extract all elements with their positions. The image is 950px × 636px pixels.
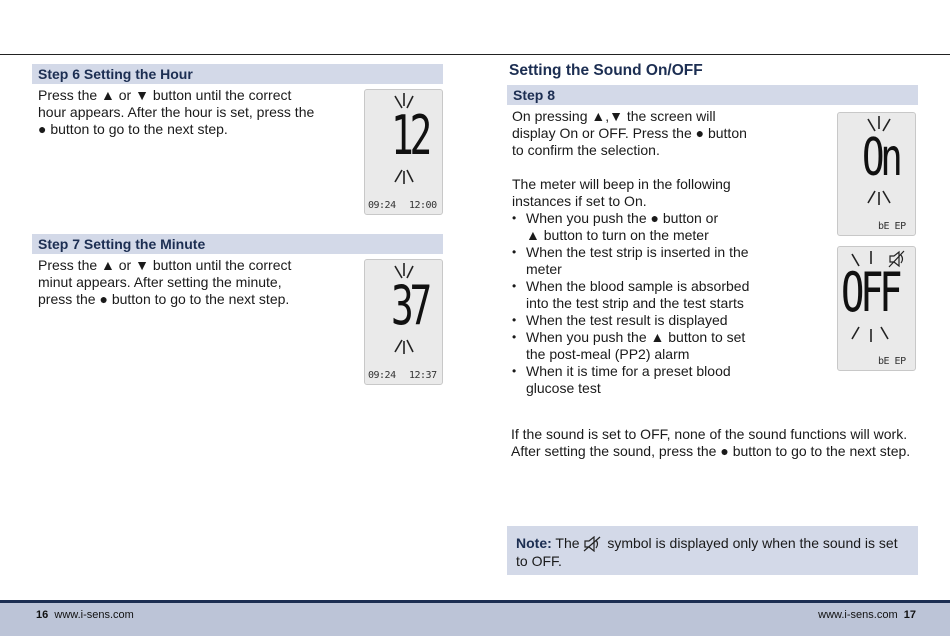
- list-item: • When it is time for a preset blood glucose test: [512, 363, 822, 397]
- step8-intro-line-3: to confirm the selection.: [512, 142, 660, 158]
- sound-off-paragraph: [511, 426, 931, 460]
- lcd-sound-on: [837, 112, 916, 236]
- step7-header: Step 7 Setting the Minute: [32, 234, 443, 254]
- step7-line-3: press the ● button to go to the next step.: [38, 291, 290, 307]
- mute-icon: [583, 536, 603, 552]
- step6-line-2: hour appears. After the hour is set, press the: [38, 104, 315, 120]
- beep-list: [512, 210, 822, 397]
- lcd-set-time: 12:00: [409, 200, 437, 211]
- page-number-right: 17: [903, 609, 916, 621]
- sound-section-title: Setting the Sound On/OFF: [509, 62, 703, 79]
- note-label: Note:: [516, 535, 552, 551]
- top-rule: [0, 54, 950, 55]
- step8-intro-line-1: On pressing ▲,▼ the screen will: [512, 108, 716, 124]
- page-number-left: 16: [36, 609, 49, 621]
- list-item: • When the blood sample is absorbed into the test strip and the test starts: [512, 278, 822, 312]
- note-text-post: symbol is displayed only when the sound is set: [603, 535, 898, 551]
- lcd-beep-label: bE EP: [878, 356, 906, 367]
- footer-url-left: www.i-sens.com: [54, 609, 134, 621]
- lcd-sound-off: [837, 246, 916, 371]
- list-item: • When you push the ● button or ▲ button to turn on the meter: [512, 210, 822, 244]
- sound-off-line-2: After setting the sound, press the ● button to go to the next step.: [511, 443, 911, 459]
- lcd-beep-label: bE EP: [878, 221, 906, 232]
- list-item: • When you push the ▲ button to set the post-meal (PP2) alarm: [512, 329, 822, 363]
- step7-text: [38, 257, 338, 308]
- beep-instances: [512, 176, 822, 397]
- footer-right: [818, 609, 916, 621]
- note-box: [507, 526, 918, 575]
- sound-off-line-1: If the sound is set to OFF, none of the sound functions will work.: [511, 426, 908, 442]
- lcd-hour-display: [364, 89, 443, 215]
- lcd-current-time: 09:24: [368, 370, 396, 381]
- beep-intro-line-1: The meter will beep in the following: [512, 176, 731, 192]
- footer-bar: [0, 600, 950, 636]
- lcd-set-time: 12:37: [409, 370, 437, 381]
- note-text-line2: to OFF.: [516, 553, 562, 570]
- lcd-current-time: 09:24: [368, 200, 396, 211]
- step6-line-3: ● button to go to the next step.: [38, 121, 228, 137]
- beep-intro-line-2: instances if set to On.: [512, 193, 647, 209]
- list-item: • When the test strip is inserted in the meter: [512, 244, 822, 278]
- step6-header: Step 6 Setting the Hour: [32, 64, 443, 84]
- step8-header: Step 8: [507, 85, 918, 105]
- lcd-minute-display: [364, 259, 443, 385]
- step6-text: [38, 87, 338, 138]
- lcd-off-value: OFF: [841, 261, 899, 324]
- step7-line-1: Press the ▲ or ▼ button until the correct: [38, 257, 292, 273]
- note-text-pre: The: [551, 535, 584, 551]
- list-item: • When the test result is displayed: [512, 312, 822, 329]
- step8-intro: [512, 108, 822, 159]
- step7-line-2: minut appears. After setting the minute,: [38, 274, 282, 290]
- lcd-on-value: On: [862, 128, 899, 188]
- step6-line-1: Press the ▲ or ▼ button until the correct: [38, 87, 292, 103]
- lcd-hour-value: 12: [391, 104, 429, 167]
- footer-left: [36, 609, 134, 621]
- footer-url-right: www.i-sens.com: [818, 609, 898, 621]
- step8-intro-line-2: display On or OFF. Press the ● button: [512, 125, 747, 141]
- lcd-minute-value: 37: [391, 274, 429, 337]
